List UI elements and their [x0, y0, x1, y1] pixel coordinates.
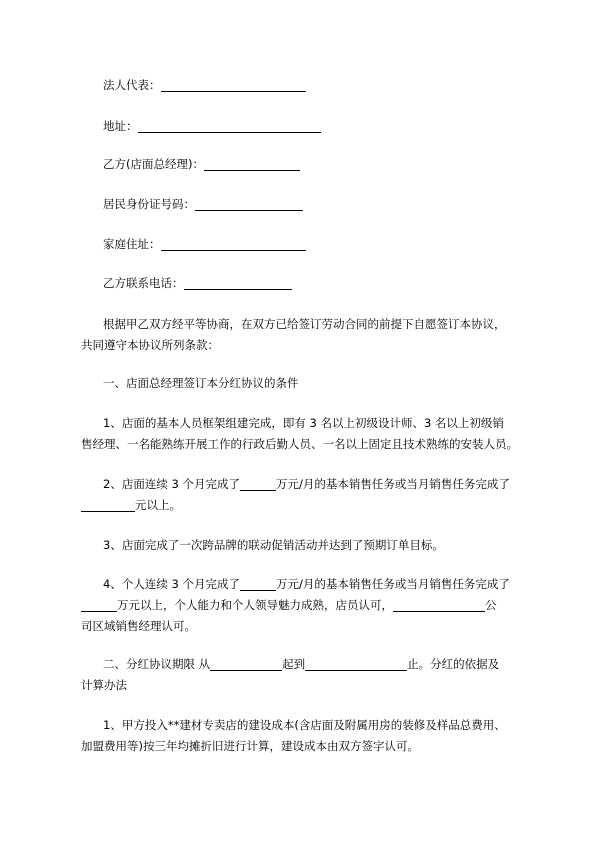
s2-heading-text-c: 止。分红的依据及 [407, 657, 500, 671]
s2-start-date-blank[interactable] [210, 656, 282, 671]
intro-paragraph [81, 314, 541, 356]
s1-item-2-line-1 [81, 474, 541, 495]
s1-item-4-text-c: 万元以上，个人能力和个人领导魅力成熟，店员认可， [117, 598, 393, 612]
address-blank[interactable] [138, 118, 321, 133]
home-address-field [103, 233, 563, 255]
legal-rep-field [103, 74, 563, 96]
section-1-item-1 [81, 413, 541, 455]
s2-item-1-line-1: 1、甲方投入**建材专卖店的建设成本(含店面及附属用房的装修及样品总费用、 [103, 718, 506, 732]
section-2-heading [81, 654, 541, 696]
party-b-manager-label: 乙方(店面总经理)： [103, 157, 204, 171]
s2-end-date-blank[interactable] [305, 656, 407, 671]
party-b-phone-blank[interactable] [184, 275, 292, 290]
id-number-label: 居民身份证号码： [103, 197, 195, 211]
s2-heading-line-1 [81, 654, 541, 675]
home-address-label: 家庭住址： [103, 237, 161, 251]
party-b-phone-field [103, 272, 563, 294]
intro-line-2: 共同遵守本协议所列条款： [81, 338, 219, 352]
id-number-blank[interactable] [195, 196, 303, 211]
s1-item-2-blank-2[interactable] [81, 497, 135, 512]
s1-item-2-text-c: 元以上。 [135, 498, 181, 512]
s1-item-4-blank-3[interactable] [393, 597, 485, 612]
s1-item-4-line-1 [81, 574, 541, 595]
s1-item-2-blank-1[interactable] [240, 476, 276, 491]
party-b-phone-label: 乙方联系电话： [103, 276, 184, 290]
section-2-item-1 [81, 715, 541, 757]
s1-item-4-blank-1[interactable] [240, 576, 276, 591]
party-b-manager-field [103, 153, 563, 175]
s2-heading-line-2: 计算办法 [81, 678, 127, 692]
section-1-item-3 [81, 535, 541, 556]
s1-item-2-text-b: 万元/月的基本销售任务或当月销售任务完成了 [275, 477, 510, 491]
s1-item-1-line-1: 1、店面的基本人员框架组建完成，即有 3 名以上初级设计师、3 名以上初级销 [103, 416, 504, 430]
home-address-blank[interactable] [161, 236, 306, 251]
intro-line-1: 根据甲乙双方经平等协商，在双方已给签订劳动合同的前提下自愿签订本协议， [103, 317, 506, 331]
section-1-item-4 [81, 574, 541, 637]
s1-item-4-text-a: 4、个人连续 3 个月完成了 [103, 577, 240, 591]
legal-rep-label: 法人代表： [103, 78, 161, 92]
s1-item-1-line-2: 售经理、一名能熟练开展工作的行政后勤人员、一名以上固定且技术熟练的安装人员。 [81, 437, 518, 451]
s1-item-4-text-d: 公 [485, 598, 497, 612]
legal-rep-blank[interactable] [161, 77, 306, 92]
section-1-heading: 一、店面总经理签订本分红协议的条件 [103, 376, 299, 390]
s1-item-2-line-2 [81, 495, 541, 516]
s1-item-3-line: 3、店面完成了一次跨品牌的联动促销活动并达到了预期订单目标。 [103, 538, 444, 552]
s2-item-1-line-2: 加盟费用等)按三年均摊折旧进行计算，建设成本由双方签字认可。 [81, 739, 419, 753]
s1-item-4-line-3: 司区域销售经理认可。 [81, 619, 196, 633]
s2-heading-text-a: 二、分红协议期限 从 [103, 657, 211, 671]
section-1-item-2 [81, 474, 541, 516]
s1-item-4-blank-2[interactable] [81, 597, 117, 612]
s2-heading-text-b: 起到 [282, 657, 306, 671]
party-b-manager-blank[interactable] [204, 156, 300, 171]
address-label: 地址： [103, 119, 138, 133]
s1-item-2-text-a: 2、店面连续 3 个月完成了 [103, 477, 240, 491]
s1-item-4-line-2 [81, 595, 541, 616]
id-number-field [103, 193, 563, 215]
s1-item-4-text-b: 万元/月的基本销售任务或当月销售任务完成了 [275, 577, 510, 591]
address-field [103, 115, 563, 137]
